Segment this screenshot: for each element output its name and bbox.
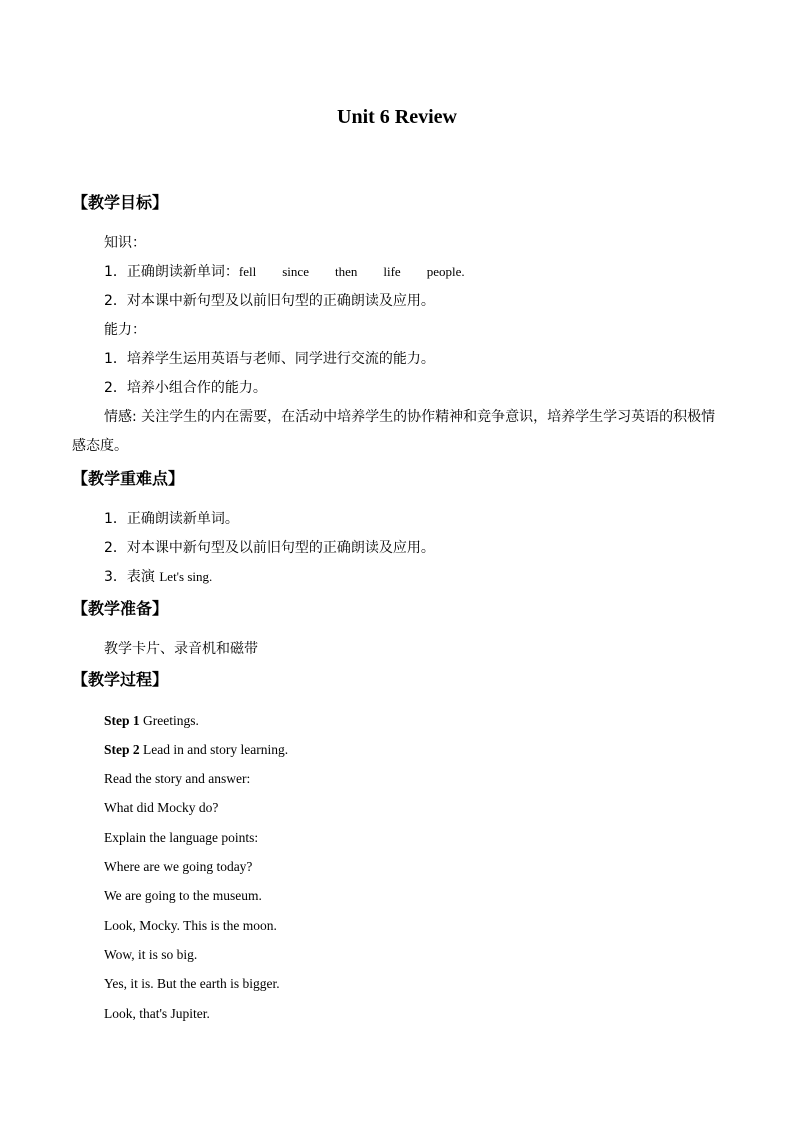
process-line: Look, Mocky. This is the moon. [104,918,277,933]
process-line: Explain the language points: [104,830,259,845]
knowledge-item-2: 2．对本课中新句型及以前旧句型的正确朗读及应用。 [104,293,435,309]
knowledge-item-1 [104,262,465,282]
step-1-text: Greetings. [139,713,199,728]
process-line: Where are we going today? [104,859,253,874]
vocab-word: then [334,264,358,279]
section-heading-process: 【教学过程】 [72,670,169,689]
vocab-word: fell [238,264,257,279]
ability-item-1: 1．培养学生运用英语与老师、同学进行交流的能力。 [104,351,435,367]
process-line: What did Mocky do? [104,800,219,815]
key-point-3-text: 3．表演 [104,569,160,585]
section-heading-key-points: 【教学重难点】 [72,469,185,488]
vocab-word: since [282,264,309,279]
knowledge-item-1-text: 1．正确朗读新单词： [104,264,239,280]
step-2-text: Lead in and story learning. [139,742,289,757]
key-point-3 [104,567,212,587]
process-line: Look, that's Jupiter. [104,1006,210,1021]
step-1-label: Step 1 [104,713,140,728]
step-2-label: Step 2 [104,742,140,757]
process-line: Wow, it is so big. [104,947,198,962]
page-title: Unit 6 Review [337,106,457,128]
ability-item-2: 2．培养小组合作的能力。 [104,380,267,396]
process-line: Yes, it is. But the earth is bigger. [104,976,280,991]
preparation-text: 教学卡片、录音机和磁带 [104,641,258,657]
ability-label: 能力： [104,322,146,338]
step-2 [104,741,288,759]
process-line: We are going to the museum. [104,888,262,903]
key-point-2: 2．对本课中新句型及以前旧句型的正确朗读及应用。 [104,540,435,556]
step-1 [104,712,199,730]
section-heading-preparation: 【教学准备】 [72,599,169,618]
knowledge-label: 知识： [104,235,146,251]
emotion-paragraph: 情感: 关注学生的内在需要，在活动中培养学生的协作精神和竞争意识，培养学生学习英语的积极情感态度。 [72,409,716,454]
key-point-1: 1．正确朗读新单词。 [104,511,239,527]
key-point-3-english: Let's sing. [159,569,213,584]
process-line: Read the story and answer: [104,771,251,786]
section-heading-objectives: 【教学目标】 [72,193,169,212]
vocab-word: life [383,264,401,279]
vocab-word: people. [426,264,465,279]
